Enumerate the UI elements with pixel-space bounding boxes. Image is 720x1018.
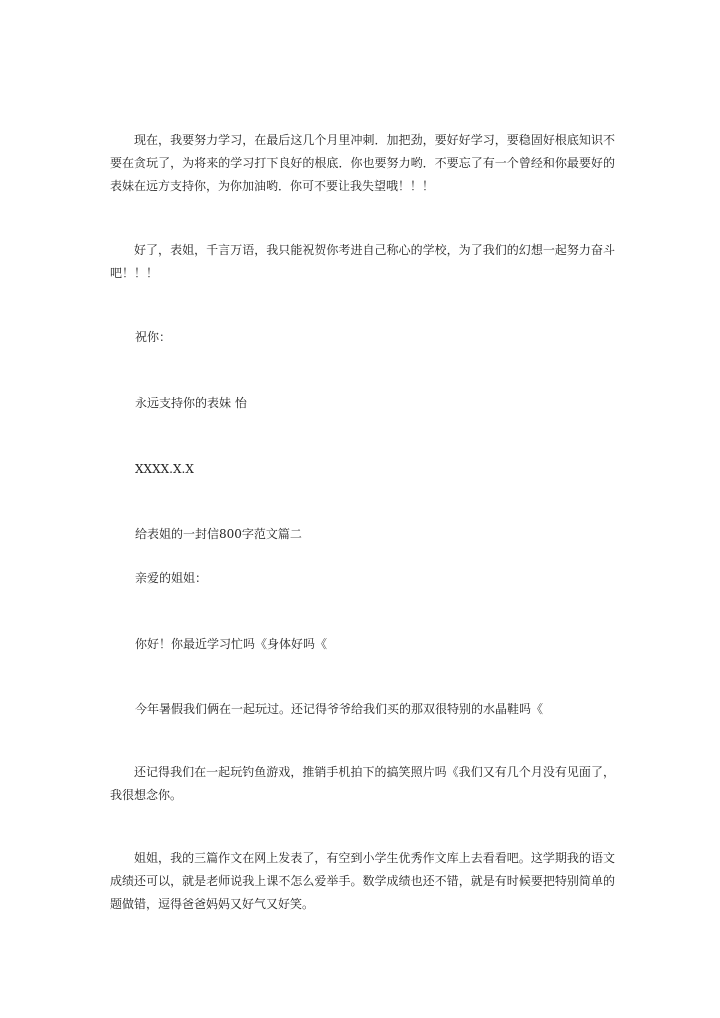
date: XXXX.X.X	[135, 462, 194, 476]
salutation: 亲爱的姐姐：	[135, 571, 208, 585]
section-title: 给表姐的一封信800字范文篇二	[135, 527, 302, 541]
closing-wish: 祝你：	[135, 330, 172, 344]
paragraph-memories: 还记得我们在一起玩钓鱼游戏，推销手机拍下的搞笑照片吗《我们又有几个月没有见面了，我很想念你。	[110, 765, 615, 802]
paragraph-summer: 今年暑假我们俩在一起玩过。还记得爷爷给我们买的那双很特别的水晶鞋吗《	[135, 702, 544, 716]
paragraph-greeting: 你好！你最近学习忙吗《身体好吗《	[135, 637, 328, 651]
paragraph-study-effort: 现在，我要努力学习，在最后这几个月里冲刺．加把劲，要好好学习，要稳固好根底知识不要在贪玩了，为将来的学习打下良好的根底．你也要努力哟．不要忘了有一个曾经和你最要好的表妹在远方支持你，为你加油哟．你可不要让我失望哦！！！	[110, 133, 615, 193]
paragraph-congratulations: 好了，表姐，千言万语，我只能祝贺你考进自己称心的学校，为了我们的幻想一起努力奋斗吧！！！	[110, 243, 615, 280]
paragraph-school-report: 姐姐，我的三篇作文在网上发表了，有空到小学生优秀作文库上去看看吧。这学期我的语文成绩还可以，就是老师说我上课不怎么爱举手。数学成绩也还不错，就是有时候要把特别简单的题做错，逗得爸爸妈妈又好气又好笑。	[110, 851, 615, 911]
signature: 永远支持你的表妹 怡	[135, 396, 247, 410]
